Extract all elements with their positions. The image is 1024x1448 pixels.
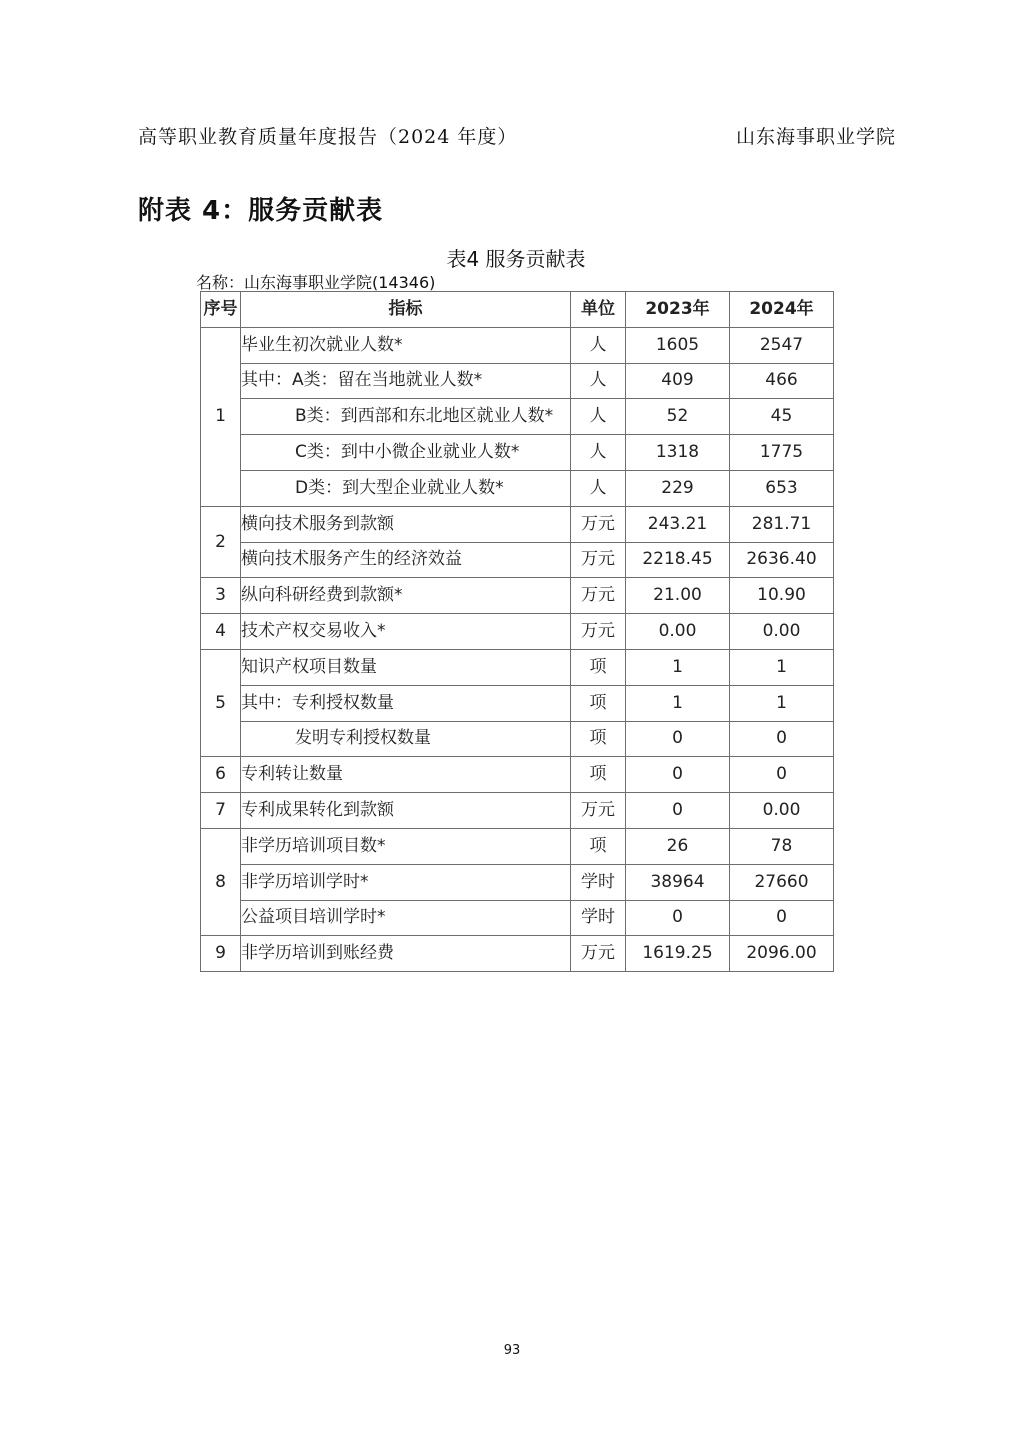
row-number: 6 <box>201 757 241 793</box>
value-2023-cell: 0.00 <box>626 614 730 650</box>
table-row <box>201 435 834 471</box>
table-row <box>201 578 834 614</box>
indicator-cell: 其中：专利授权数量 <box>241 685 571 721</box>
value-2023-cell: 0 <box>626 757 730 793</box>
indicator-cell: D类：到大型企业就业人数* <box>241 470 571 506</box>
table-caption: 表4 服务贡献表 <box>446 247 586 271</box>
running-header <box>138 122 896 149</box>
value-2024-cell: 10.90 <box>730 578 834 614</box>
table-row <box>201 614 834 650</box>
col-header-no: 序号 <box>201 292 241 328</box>
unit-cell: 万元 <box>571 506 626 542</box>
value-2024-cell: 0 <box>730 721 834 757</box>
unit-cell: 项 <box>571 828 626 864</box>
unit-cell: 人 <box>571 327 626 363</box>
table-row <box>201 649 834 685</box>
value-2023-cell: 38964 <box>626 864 730 900</box>
col-header-2024: 2024年 <box>730 292 834 328</box>
unit-cell: 万元 <box>571 578 626 614</box>
indicator-cell: 非学历培训到账经费 <box>241 936 571 972</box>
value-2023-cell: 229 <box>626 470 730 506</box>
unit-cell: 项 <box>571 685 626 721</box>
unit-cell: 万元 <box>571 793 626 829</box>
indicator-cell: 专利成果转化到款额 <box>241 793 571 829</box>
value-2023-cell: 409 <box>626 363 730 399</box>
table-row <box>201 399 834 435</box>
value-2024-cell: 2096.00 <box>730 936 834 972</box>
indicator-cell: 公益项目培训学时* <box>241 900 571 936</box>
indicator-cell: 其中：A类：留在当地就业人数* <box>241 363 571 399</box>
table-row <box>201 721 834 757</box>
value-2023-cell: 243.21 <box>626 506 730 542</box>
row-number: 8 <box>201 828 241 935</box>
unit-cell: 学时 <box>571 864 626 900</box>
unit-cell: 项 <box>571 649 626 685</box>
value-2023-cell: 0 <box>626 721 730 757</box>
indicator-cell: 毕业生初次就业人数* <box>241 327 571 363</box>
table-header-row <box>201 292 834 328</box>
value-2024-cell: 0.00 <box>730 793 834 829</box>
value-2024-cell: 2636.40 <box>730 542 834 578</box>
col-header-unit: 单位 <box>571 292 626 328</box>
table-row <box>201 470 834 506</box>
indicator-cell: 发明专利授权数量 <box>241 721 571 757</box>
col-header-2023: 2023年 <box>626 292 730 328</box>
indicator-cell: 知识产权项目数量 <box>241 649 571 685</box>
row-number: 7 <box>201 793 241 829</box>
org-name: 名称：山东海事职业学院(14346) <box>196 273 436 292</box>
table-row <box>201 685 834 721</box>
value-2024-cell: 466 <box>730 363 834 399</box>
value-2023-cell: 52 <box>626 399 730 435</box>
table-row <box>201 327 834 363</box>
row-number: 2 <box>201 506 241 578</box>
unit-cell: 万元 <box>571 614 626 650</box>
value-2023-cell: 1619.25 <box>626 936 730 972</box>
value-2024-cell: 0 <box>730 900 834 936</box>
table-row <box>201 864 834 900</box>
value-2024-cell: 2547 <box>730 327 834 363</box>
row-number: 5 <box>201 649 241 756</box>
unit-cell: 项 <box>571 757 626 793</box>
indicator-cell: 专利转让数量 <box>241 757 571 793</box>
table-row <box>201 363 834 399</box>
table-row <box>201 828 834 864</box>
table-row <box>201 757 834 793</box>
value-2024-cell: 45 <box>730 399 834 435</box>
value-2024-cell: 0 <box>730 757 834 793</box>
value-2023-cell: 1 <box>626 649 730 685</box>
indicator-cell: 非学历培训学时* <box>241 864 571 900</box>
section-title: 附表 4：服务贡献表 <box>138 196 384 226</box>
value-2024-cell: 1 <box>730 685 834 721</box>
page-number: 93 <box>503 1343 521 1358</box>
table-row <box>201 900 834 936</box>
value-2023-cell: 0 <box>626 793 730 829</box>
value-2024-cell: 1 <box>730 649 834 685</box>
indicator-cell: 纵向科研经费到款额* <box>241 578 571 614</box>
value-2024-cell: 1775 <box>730 435 834 471</box>
header-report-title: 高等职业教育质量年度报告（2024 年度） <box>138 126 518 148</box>
table-row <box>201 936 834 972</box>
row-number: 9 <box>201 936 241 972</box>
value-2023-cell: 0 <box>626 900 730 936</box>
row-number: 3 <box>201 578 241 614</box>
indicator-cell: 横向技术服务产生的经济效益 <box>241 542 571 578</box>
col-header-indicator: 指标 <box>241 292 571 328</box>
service-contribution-table <box>200 291 834 972</box>
table-row <box>201 506 834 542</box>
value-2023-cell: 1 <box>626 685 730 721</box>
unit-cell: 万元 <box>571 542 626 578</box>
value-2024-cell: 78 <box>730 828 834 864</box>
unit-cell: 学时 <box>571 900 626 936</box>
unit-cell: 项 <box>571 721 626 757</box>
value-2024-cell: 653 <box>730 470 834 506</box>
unit-cell: 人 <box>571 399 626 435</box>
row-number: 4 <box>201 614 241 650</box>
indicator-cell: B类：到西部和东北地区就业人数* <box>241 399 571 435</box>
row-number: 1 <box>201 327 241 506</box>
value-2024-cell: 27660 <box>730 864 834 900</box>
value-2023-cell: 21.00 <box>626 578 730 614</box>
unit-cell: 人 <box>571 470 626 506</box>
value-2024-cell: 0.00 <box>730 614 834 650</box>
indicator-cell: 非学历培训项目数* <box>241 828 571 864</box>
indicator-cell: 技术产权交易收入* <box>241 614 571 650</box>
unit-cell: 人 <box>571 435 626 471</box>
unit-cell: 万元 <box>571 936 626 972</box>
value-2023-cell: 1605 <box>626 327 730 363</box>
indicator-cell: 横向技术服务到款额 <box>241 506 571 542</box>
indicator-cell: C类：到中小微企业就业人数* <box>241 435 571 471</box>
header-school-name: 山东海事职业学院 <box>735 126 896 148</box>
value-2024-cell: 281.71 <box>730 506 834 542</box>
table-row <box>201 542 834 578</box>
table-row <box>201 793 834 829</box>
value-2023-cell: 2218.45 <box>626 542 730 578</box>
unit-cell: 人 <box>571 363 626 399</box>
value-2023-cell: 26 <box>626 828 730 864</box>
value-2023-cell: 1318 <box>626 435 730 471</box>
